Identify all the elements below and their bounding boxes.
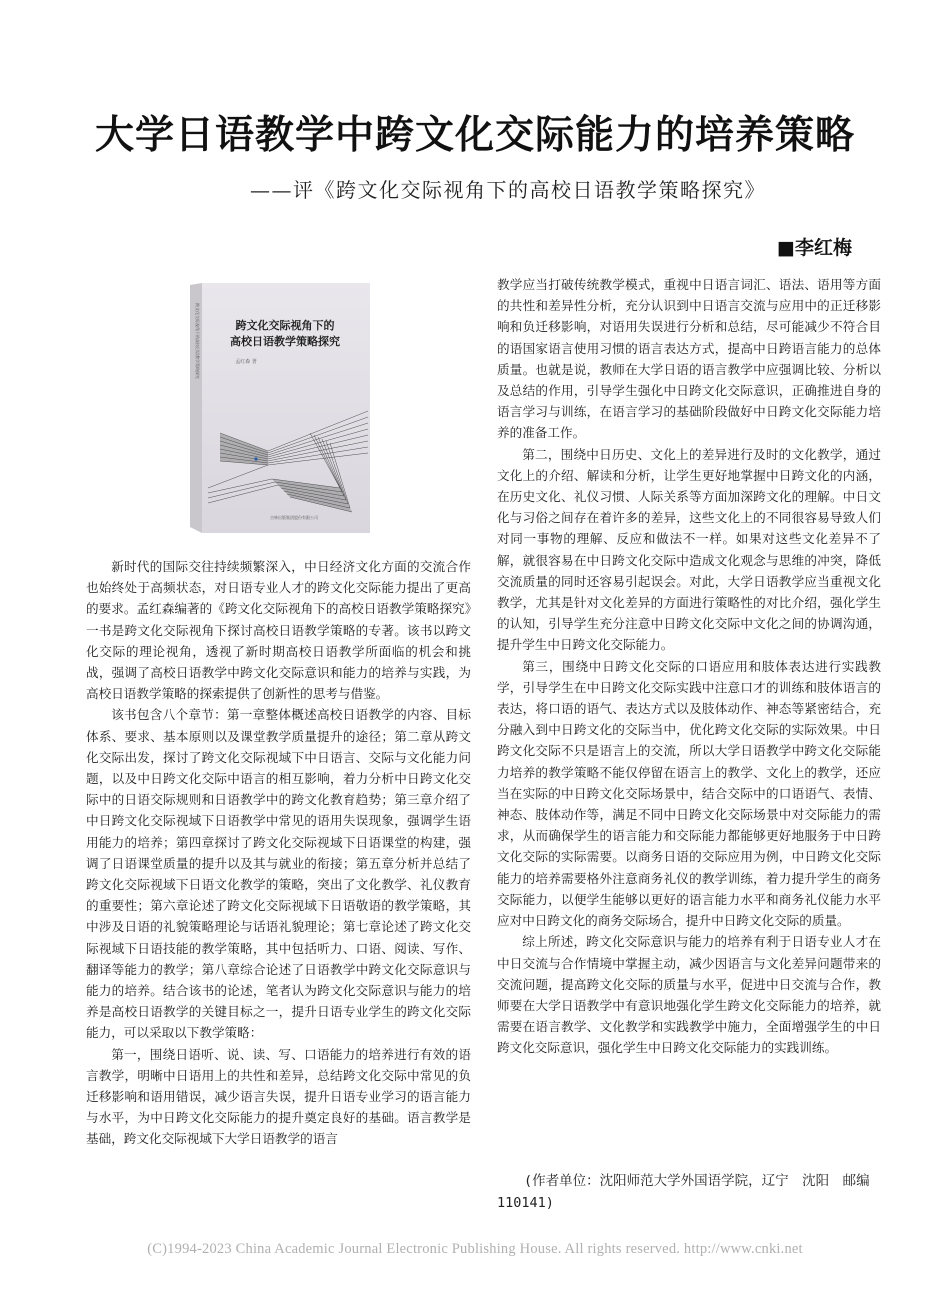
left-column xyxy=(86,556,471,1150)
copyright-watermark: (C)1994-2023 China Academic Journal Electronic Publishing House. All rights reserved. http://www.cnki.net xyxy=(147,1241,803,1257)
author-affiliation: (作者单位：沈阳师范大学外国语学院，辽宁 沈阳 邮编 110141) xyxy=(497,1173,884,1211)
article-subtitle: ——评《跨文化交际视角下的高校日语教学策略探究》 xyxy=(250,178,766,202)
spine-title: 跨文化交际视角下的高校日语教学策略探究 xyxy=(195,303,200,379)
paragraph: 第二，围绕中日历史、文化上的差异进行及时的文化教学，通过文化上的介绍、解读和分析，让学生更好地掌握中日跨文化的内涵，在历史文化、礼仪习惯、人际关系等方面加深跨文化的理解。中日文化与习俗之间存在着许多的差异，这些文化上的不同很容易导致人们对同一事物的理解、反应和做法不一样。如果对这些文化差异不了解，就很容易在中日跨文化交际中造成文化观念与思维的冲突，降低交流质量的同时还容易引起误会。对此，大学日语教学应当重视文化教学，尤其是针对文化差异的方面进行策略性的对比介绍，强化学生的认知，引导学生充分注意中日跨文化交际中文化之间的协调沟通，提升学生中日跨文化交际能力。 xyxy=(497,446,881,653)
paragraph: 该书包含八个章节：第一章整体概述高校日语教学的内容、目标体系、要求、基本原则以及课堂教学质量提升的途径；第二章从跨文化交际出发，探讨了跨文化交际视域下中日语言、交际与文化能力问题，以及中日跨文化交际中语言的相互影响，着力分析中日跨文化交际中的日语交际规则和日语教学中的跨文化教育趋势；第三章介绍了中日跨文化交际视域下日语教学中常见的语用失误现象，强调学生语用能力的培养；第四章探讨了跨文化交际视域下日语课堂的构建，强调了日语课堂质量的提升以及其与就业的衔接；第五章分析并总结了跨文化交际视域下日语文化教学的策略，突出了文化教学、礼仪教育的重要性；第六章论述了跨文化交际视域下日语敬语的教学策略，其中涉及日语的礼貌策略理论与话语礼貌理论；第七章论述了跨文化交际视域下日语技能的教学策略，其中包括听力、口语、阅读、写作、翻译等能力的教学；第八章综合论述了日语教学中跨文化交际意识与能力的培养。结合该书的论述，笔者认为跨文化交际意识与能力的培养是高校日语教学的关键目标之一，提升日语专业学生的跨文化交际能力，可以采取以下教学策略： xyxy=(86,707,471,1041)
paragraph: 第三，围绕中日跨文化交际的口语应用和肢体表达进行实践教学，引导学生在中日跨文化交际实践中注意口才的训练和肢体语言的表达，将口语的语气、表达方式以及肢体动作、神态等紧密结合，充分融入到中日跨文化的交际当中，优化跨文化交际的实际效果。中日跨文化交际不只是语言上的交流，所以大学日语教学中跨文化交际能力培养的教学策略不能仅停留在语言上的教学、文化上的教学，还应当在实际的中日跨文化交际场景中，结合交际中的口语语气、表情、神态、肢体动作等，满足不同中日跨文化交际场景中对交际能力的需求，从而确保学生的语言能力和交际能力都能够更好地服务于中日跨文化交际的实际需要。以商务日语的交际应用为例，中日跨文化交际能力的培养需要格外注意商务礼仪的教学训练，着力提升学生的商务交际能力，以便学生能够以更好的语言能力水平和商务礼仪能力水平应对中日跨文化的商务交际场合，提升中日跨文化交际的质量。 xyxy=(497,658,881,929)
right-column xyxy=(497,274,881,1059)
cover-author: 孟红森 著 xyxy=(235,359,257,365)
book-cover-image xyxy=(190,283,370,533)
paragraph: 第一，围绕日语听、说、读、写、口语能力的培养进行有效的语言教学，明晰中日语用上的共性和差异，总结跨文化交际中常见的负迁移影响和语用错误，减少语言失误，提升日语专业学习的语言能力与水平，为中日跨文化交际能力的提升奠定良好的基础。语言教学是基础，跨文化交际视域下大学日语教学的语言 xyxy=(86,1046,471,1147)
paragraph: 综上所述，跨文化交际意识与能力的培养有利于日语专业人才在中日交流与合作情境中掌握主动，减少因语言与文化差异问题带来的交流问题，提高跨文化交际的质量与水平，促进中日交流与合作，教师要在大学日语教学中有意识地强化学生跨文化交际能力的培养，就需要在语言教学、文化教学和实践教学中施力，全面增强学生的中日跨文化交际意识，强化学生中日跨文化交际能力的实践训练。 xyxy=(497,934,881,1056)
author-name: ■李红梅 xyxy=(777,237,852,259)
cover-publisher: 吉林出版集团股份有限公司 xyxy=(270,515,318,520)
paragraph: 教学应当打破传统教学模式，重视中日语言词汇、语法、语用等方面的共性和差异性分析，充分认识到中日语言交流与应用中的正迁移影响和负迁移影响，对语用失误进行分析和总结，尽可能减少不符合目的语国家语言使用习惯的语言表达方式，提高中日跨语言能力的总体质量。也就是说，教师在大学日语的语言教学中应强调比较、分析以及总结的作用，引导学生强化中日跨文化交际意识，正确推进自身的语言学习与训练，在语言学习的基础阶段做好中日跨文化交际能力培养的准备工作。 xyxy=(497,277,881,441)
cover-title-line1: 跨文化交际视角下的 xyxy=(235,319,335,332)
cover-title-line2: 高校日语教学策略探究 xyxy=(230,335,340,348)
paragraph: 新时代的国际交往持续频繁深入，中日经济文化方面的交流合作也始终处于高频状态，对日语专业人才的跨文化交际能力提出了更高的要求。孟红森编著的《跨文化交际视角下的高校日语教学策略探究》一书是跨文化交际视角下探讨高校日语教学策略的专著。该书以跨文化交际的理论视角，透视了新时期高校日语教学所面临的机会和挑战，强调了高校日语教学中跨文化交际意识和能力的培养与实践，为高校日语教学策略的探索提供了创新性的思考与借鉴。 xyxy=(86,559,471,702)
article-title: 大学日语教学中跨文化交际能力的培养策略 xyxy=(94,113,855,158)
